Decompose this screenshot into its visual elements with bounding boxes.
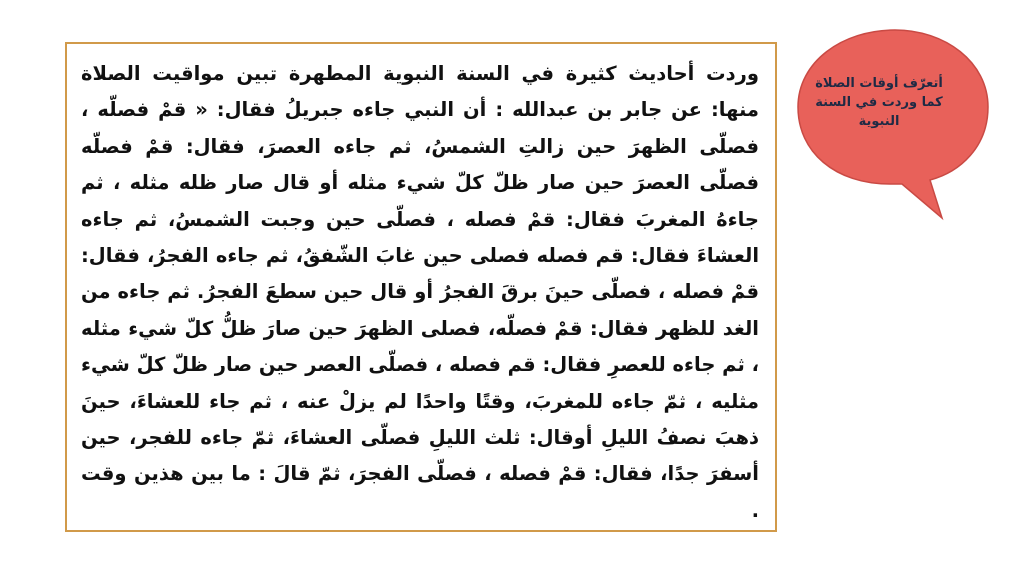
speech-bubble: [790, 22, 1000, 222]
hadith-text-panel: [65, 42, 777, 532]
hadith-text: وردت أحاديث كثيرة في السنة النبوية المطهرة تبين مواقيت الصلاة منها: عن جابر بن عبدالله : أن النبي جاءه جبريلُ فقال: « قمْ فصلّه ، فصلّى الظهرَ حين زالتِ الشمسُ، ثم جاءه العصرَ، فقال: قمْ فصلّه فصلّى العصرَ حين صار ظلّ كلّ شيء مثله أو قال صار ظله مثله ، ثم جاءهُ المغربَ فقال: قمْ فصله ، فصلّى حين وجبت الشمسُ، ثم جاءه العشاءَ فقال: قم فصله فصلى حين غابَ الشّفقُ، ثم جاءه الفجرُ، فقال: قمْ فصله ، فصلّى حينَ برقَ الفجرُ أو قال حين سطعَ الفجرُ. ثم جاءه من الغد للظهر فقال: قمْ فصلّه، فصلى الظهرَ حين صارَ ظلُّ كلّ شيء مثله ، ثم جاءه للعصرِ فقال: قم فصله ، فصلّى العصر حين صار ظلّ كلّ شيء مثليه ، ثمّ جاءه للمغربَ، وقتًا واحدًا لم يزلْ عنه ، ثم جاء للعشاءَ، حينَ ذهبَ نصفُ الليلِ أوقال: ثلث الليلِ فصلّى العشاءَ، ثمّ جاءه للفجر، حين أسفرَ جدًا، فقال: قمْ فصله ، فصلّى الفجرَ، ثمّ قالَ : ما بين هذين وقت .: [80, 62, 759, 522]
speech-bubble-text: أتعرّف أوقات الصلاة كما وردت في السنة النبوية: [815, 76, 943, 129]
